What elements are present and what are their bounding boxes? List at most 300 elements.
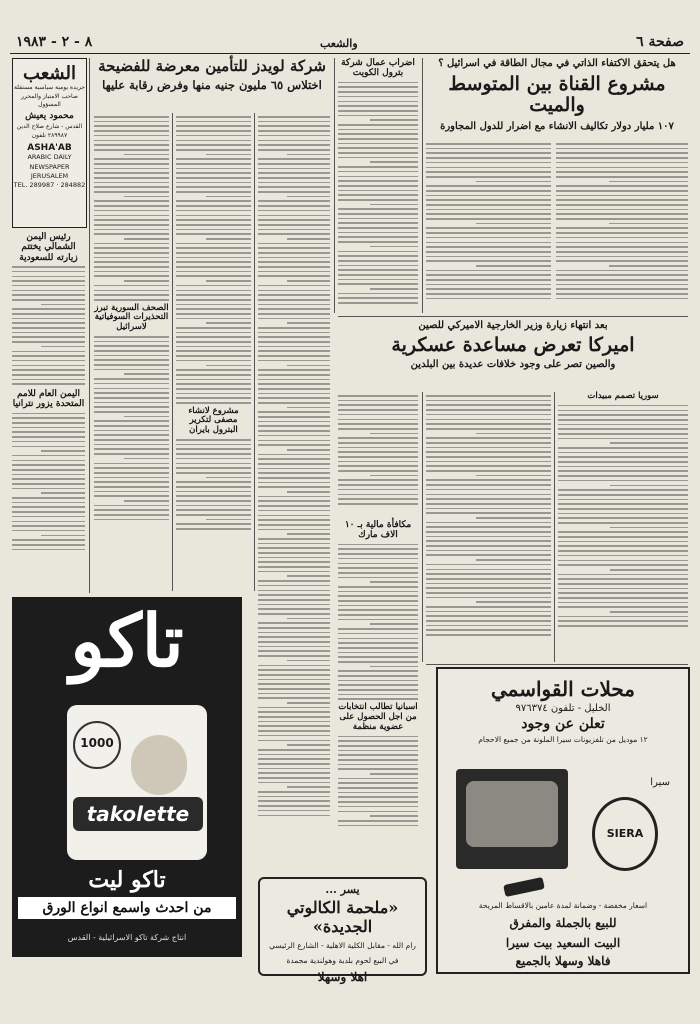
- subhead-energy: ١٠٧ مليار دولار تكاليف الانشاء مع اضرار للدول المجاورة: [440, 121, 674, 133]
- text-line: [556, 293, 688, 295]
- text-line: [558, 588, 688, 590]
- text-line: [558, 560, 688, 562]
- text-line: [426, 437, 551, 439]
- tako-product-en: takolette: [73, 797, 203, 831]
- text-line: [338, 124, 418, 126]
- text-line: [556, 251, 688, 253]
- text-line: [94, 519, 169, 521]
- text-line: [426, 218, 551, 220]
- text-line: [338, 456, 418, 458]
- text-line: [206, 519, 251, 521]
- text-line: [556, 199, 688, 201]
- text-line: [426, 479, 551, 481]
- text-line: [338, 498, 418, 500]
- masthead-address: القدس - شارع صلاح الدين: [16, 123, 83, 131]
- column-rule: [334, 58, 335, 313]
- text-line: [258, 486, 330, 488]
- text-line: [338, 265, 418, 267]
- text-line: [12, 271, 85, 273]
- text-line: [258, 641, 330, 643]
- issue-date: ٨ - ٢ - ١٩٨٣: [16, 34, 93, 50]
- text-line: [426, 270, 551, 272]
- text-line: [556, 190, 688, 192]
- text-line: [12, 413, 85, 415]
- text-line: [258, 608, 330, 610]
- text-line: [338, 567, 418, 569]
- text-line: [258, 477, 330, 479]
- article-body: [12, 413, 85, 551]
- text-line: [94, 266, 169, 268]
- text-line: [556, 157, 688, 159]
- text-line: [94, 514, 169, 516]
- kalouti-kicker: يسر ...: [325, 883, 360, 896]
- text-line: [338, 595, 418, 597]
- text-line: [556, 270, 688, 272]
- text-line: [258, 599, 330, 601]
- text-line: [426, 162, 551, 164]
- tissue-pack-image: [67, 705, 207, 860]
- text-line: [558, 564, 688, 566]
- text-line: [124, 458, 169, 460]
- text-line: [258, 393, 330, 395]
- text-line: [338, 591, 418, 593]
- text-line: [338, 563, 418, 565]
- text-line: [338, 404, 418, 406]
- text-line: [426, 508, 551, 510]
- masthead-editor-name: محمود يعيش: [25, 111, 74, 122]
- text-line: [426, 629, 551, 631]
- text-line: [258, 543, 330, 545]
- text-line: [338, 297, 418, 299]
- text-line: [287, 575, 330, 577]
- text-line: [370, 288, 418, 290]
- text-line: [338, 792, 418, 794]
- text-line: [338, 484, 418, 486]
- text-line: [258, 791, 330, 793]
- text-line: [258, 440, 330, 442]
- text-line: [610, 485, 688, 487]
- text-line: [558, 531, 688, 533]
- text-line: [124, 373, 169, 375]
- text-line: [556, 298, 688, 300]
- text-line: [258, 735, 330, 737]
- text-line: [176, 402, 251, 404]
- text-line: [426, 409, 551, 411]
- text-line: [426, 465, 551, 467]
- tako-brand: تاكو: [70, 598, 184, 683]
- text-line: [176, 257, 251, 259]
- text-line: [258, 627, 330, 629]
- text-line: [12, 483, 85, 485]
- text-line: [258, 547, 330, 549]
- text-line: [176, 341, 251, 343]
- text-line: [556, 185, 688, 187]
- text-line: [556, 284, 688, 286]
- text-line: [426, 428, 551, 430]
- text-line: [94, 402, 169, 404]
- text-line: [558, 414, 688, 416]
- text-line: [94, 467, 169, 469]
- text-line: [558, 433, 688, 435]
- text-line: [206, 365, 251, 367]
- text-line: [258, 655, 330, 657]
- text-line: [176, 140, 251, 142]
- article-body: [558, 405, 688, 627]
- column-rule: [89, 58, 90, 593]
- text-line: [558, 545, 688, 547]
- text-line: [558, 602, 688, 604]
- text-line: [338, 274, 418, 276]
- text-line: [176, 205, 251, 207]
- column-b: [176, 113, 251, 591]
- text-line: [258, 505, 330, 507]
- text-line: [370, 119, 418, 121]
- text-line: [206, 154, 251, 156]
- text-line: [258, 529, 330, 531]
- us-col-1b: [338, 520, 418, 865]
- text-line: [556, 167, 688, 169]
- text-line: [94, 491, 169, 493]
- text-line: [287, 533, 330, 535]
- text-line: [94, 397, 169, 399]
- text-line: [176, 247, 251, 249]
- text-line: [94, 336, 169, 338]
- text-line: [258, 332, 330, 334]
- text-line: [94, 229, 169, 231]
- text-line: [12, 549, 85, 551]
- text-line: [426, 195, 551, 197]
- text-line: [338, 825, 418, 827]
- text-line: [258, 271, 330, 273]
- text-line: [558, 466, 688, 468]
- text-line: [94, 477, 169, 479]
- text-line: [94, 444, 169, 446]
- masthead-line-en: ARABIC DAILY: [27, 153, 72, 162]
- text-line: [94, 505, 169, 507]
- text-line: [12, 299, 85, 301]
- text-line: [338, 218, 418, 220]
- column-c: [258, 113, 330, 865]
- text-line: [338, 503, 418, 505]
- text-line: [12, 506, 85, 508]
- text-line: [258, 261, 330, 263]
- masthead-brand-en: ASHA'AB: [27, 143, 72, 154]
- text-line: [176, 397, 251, 399]
- text-line: [338, 656, 418, 658]
- text-line: [176, 336, 251, 338]
- masthead-editor-label: صاحب الامتياز والمحرر المسؤول: [21, 92, 78, 109]
- text-line: [338, 811, 418, 813]
- text-line: [338, 638, 418, 640]
- text-line: [287, 196, 330, 198]
- text-line: [258, 383, 330, 385]
- text-line: [94, 434, 169, 436]
- text-line: [338, 395, 418, 397]
- us-col-1: [338, 392, 418, 517]
- text-line: [338, 647, 418, 649]
- text-line: [94, 163, 169, 165]
- text-line: [258, 800, 330, 802]
- text-line: [94, 472, 169, 474]
- text-line: [426, 498, 551, 500]
- kalouti-name: «ملحمة الكالوتي الجديدة»: [286, 898, 399, 936]
- qawasmi-line-2: البيت السعيد بيت سيرا: [505, 936, 621, 950]
- text-line: [12, 374, 85, 376]
- text-line: [370, 433, 418, 435]
- text-line: [338, 544, 418, 546]
- text-line: [338, 689, 418, 691]
- text-line: [338, 428, 418, 430]
- text-line: [338, 147, 418, 149]
- text-line: [426, 564, 551, 566]
- text-line: [558, 597, 688, 599]
- text-line: [258, 468, 330, 470]
- text-line: [258, 304, 330, 306]
- text-line: [258, 402, 330, 404]
- text-line: [41, 450, 85, 452]
- text-line: [426, 615, 551, 617]
- qawasmi-advertisement: [436, 667, 690, 974]
- text-line: [258, 247, 330, 249]
- text-line: [176, 458, 251, 460]
- text-line: [338, 558, 418, 560]
- text-line: [176, 266, 251, 268]
- text-line: [176, 369, 251, 371]
- text-line: [338, 820, 418, 822]
- text-line: [258, 327, 330, 329]
- masthead-line-en: JERUSALEM: [30, 171, 69, 180]
- text-line: [12, 502, 85, 504]
- text-line: [258, 191, 330, 193]
- text-line: [258, 711, 330, 713]
- text-line: [41, 304, 85, 306]
- text-line: [287, 744, 330, 746]
- text-line: [176, 448, 251, 450]
- text-line: [94, 448, 169, 450]
- text-line: [258, 772, 330, 774]
- text-line: [609, 223, 688, 225]
- text-line: [258, 416, 330, 418]
- text-line: [12, 417, 85, 419]
- text-line: [370, 623, 418, 625]
- text-line: [338, 489, 418, 491]
- text-line: [12, 469, 85, 471]
- text-line: [370, 204, 418, 206]
- text-line: [338, 754, 418, 756]
- text-line: [338, 419, 418, 421]
- text-line: [258, 707, 330, 709]
- text-line: [94, 125, 169, 127]
- text-line: [258, 730, 330, 732]
- text-line: [556, 171, 688, 173]
- text-line: [12, 525, 85, 527]
- text-line: [338, 442, 418, 444]
- text-line: [258, 515, 330, 517]
- text-line: [258, 125, 330, 127]
- text-line: [258, 257, 330, 259]
- text-line: [176, 379, 251, 381]
- article-body: [338, 395, 418, 504]
- text-line: [338, 465, 418, 467]
- text-line: [370, 246, 418, 248]
- text-line: [426, 246, 551, 248]
- text-line: [176, 130, 251, 132]
- text-line: [258, 777, 330, 779]
- text-line: [12, 478, 85, 480]
- text-line: [258, 149, 330, 151]
- text-line: [176, 350, 251, 352]
- text-line: [258, 177, 330, 179]
- text-line: [258, 205, 330, 207]
- text-line: [94, 158, 169, 160]
- text-line: [94, 411, 169, 413]
- text-line: [12, 276, 85, 278]
- text-line: [338, 586, 418, 588]
- text-line: [12, 431, 85, 433]
- energy-col-1: [426, 140, 551, 313]
- text-line: [12, 332, 85, 334]
- text-line: [258, 805, 330, 807]
- text-line: [258, 285, 330, 287]
- text-line: [206, 238, 251, 240]
- text-line: [426, 583, 551, 585]
- text-line: [94, 168, 169, 170]
- text-line: [176, 224, 251, 226]
- text-line: [258, 379, 330, 381]
- text-line: [94, 425, 169, 427]
- text-line: [338, 661, 418, 663]
- text-line: [41, 535, 85, 537]
- text-line: [558, 508, 688, 510]
- text-line: [426, 204, 551, 206]
- energy-col-2: [556, 140, 688, 313]
- text-line: [426, 213, 551, 215]
- text-line: [426, 456, 551, 458]
- woman-face-image: [131, 735, 187, 795]
- text-line: [426, 209, 551, 211]
- text-line: [338, 642, 418, 644]
- text-line: [258, 229, 330, 231]
- text-line: [12, 383, 85, 385]
- text-line: [94, 430, 169, 432]
- text-line: [558, 480, 688, 482]
- text-line: [338, 293, 418, 295]
- text-line: [176, 219, 251, 221]
- text-line: [338, 171, 418, 173]
- text-line: [426, 237, 551, 239]
- text-line: [176, 182, 251, 184]
- text-line: [287, 660, 330, 662]
- text-line: [558, 606, 688, 608]
- text-line: [258, 336, 330, 338]
- text-line: [258, 163, 330, 165]
- text-line: [338, 423, 418, 425]
- kalouti-closing: اهلا وسهلا: [317, 969, 368, 984]
- text-line: [426, 414, 551, 416]
- text-line: [176, 210, 251, 212]
- kicker-energy: هل يتحقق الاكتفاء الذاتي في مجال الطاقة في اسرائيل ؟: [438, 58, 676, 69]
- text-line: [176, 472, 251, 474]
- text-line: [12, 360, 85, 362]
- text-line: [258, 557, 330, 559]
- text-line: [370, 773, 418, 775]
- text-line: [287, 491, 330, 493]
- text-line: [94, 369, 169, 371]
- text-line: [258, 341, 330, 343]
- text-line: [426, 447, 551, 449]
- text-line: [426, 470, 551, 472]
- text-line: [176, 116, 251, 118]
- text-line: [94, 378, 169, 380]
- text-line: [41, 492, 85, 494]
- text-line: [338, 652, 418, 654]
- text-line: [94, 481, 169, 483]
- text-line: [338, 759, 418, 761]
- text-line: [426, 634, 551, 636]
- text-line: [558, 578, 688, 580]
- column-rule: [254, 113, 255, 591]
- text-line: [338, 101, 418, 103]
- text-line: [94, 116, 169, 118]
- text-line: [338, 302, 418, 304]
- text-line: [558, 456, 688, 458]
- text-line: [558, 461, 688, 463]
- headline-yemen-president: رئيس اليمن الشمالي يختتم زيارته للسعودية: [19, 232, 78, 263]
- text-line: [338, 782, 418, 784]
- text-line: [426, 536, 551, 538]
- text-line: [94, 200, 169, 202]
- text-line: [12, 488, 85, 490]
- text-line: [476, 265, 551, 267]
- text-line: [12, 379, 85, 381]
- text-line: [176, 294, 251, 296]
- text-line: [258, 425, 330, 427]
- text-line: [338, 764, 418, 766]
- text-line: [12, 280, 85, 282]
- text-line: [12, 539, 85, 541]
- headline-syria-crops: سوريا تصمم مبيدات: [587, 391, 659, 401]
- text-line: [556, 218, 688, 220]
- kalouti-sub: في البيع لحوم بلدية وهولندية مجمدة: [286, 956, 399, 966]
- text-line: [610, 569, 688, 571]
- text-line: [176, 290, 251, 292]
- text-line: [176, 491, 251, 493]
- text-line: [258, 679, 330, 681]
- text-line: [12, 308, 85, 310]
- text-line: [258, 482, 330, 484]
- text-line: [94, 275, 169, 277]
- text-line: [338, 241, 418, 243]
- us-col-2: [426, 392, 551, 662]
- text-line: [258, 275, 330, 277]
- text-line: [94, 341, 169, 343]
- text-line: [176, 158, 251, 160]
- column-a: [94, 113, 169, 591]
- text-line: [176, 308, 251, 310]
- text-line: [258, 665, 330, 667]
- text-line: [338, 199, 418, 201]
- text-line: [176, 285, 251, 287]
- text-line: [338, 553, 418, 555]
- kicker-us: بعد انتهاء زيارة وزير الخارجية الاميركي للصين: [418, 320, 608, 331]
- text-line: [338, 600, 418, 602]
- text-line: [338, 133, 418, 135]
- text-line: [556, 148, 688, 150]
- text-line: [258, 604, 330, 606]
- text-line: [338, 138, 418, 140]
- text-line: [258, 266, 330, 268]
- text-line: [258, 355, 330, 357]
